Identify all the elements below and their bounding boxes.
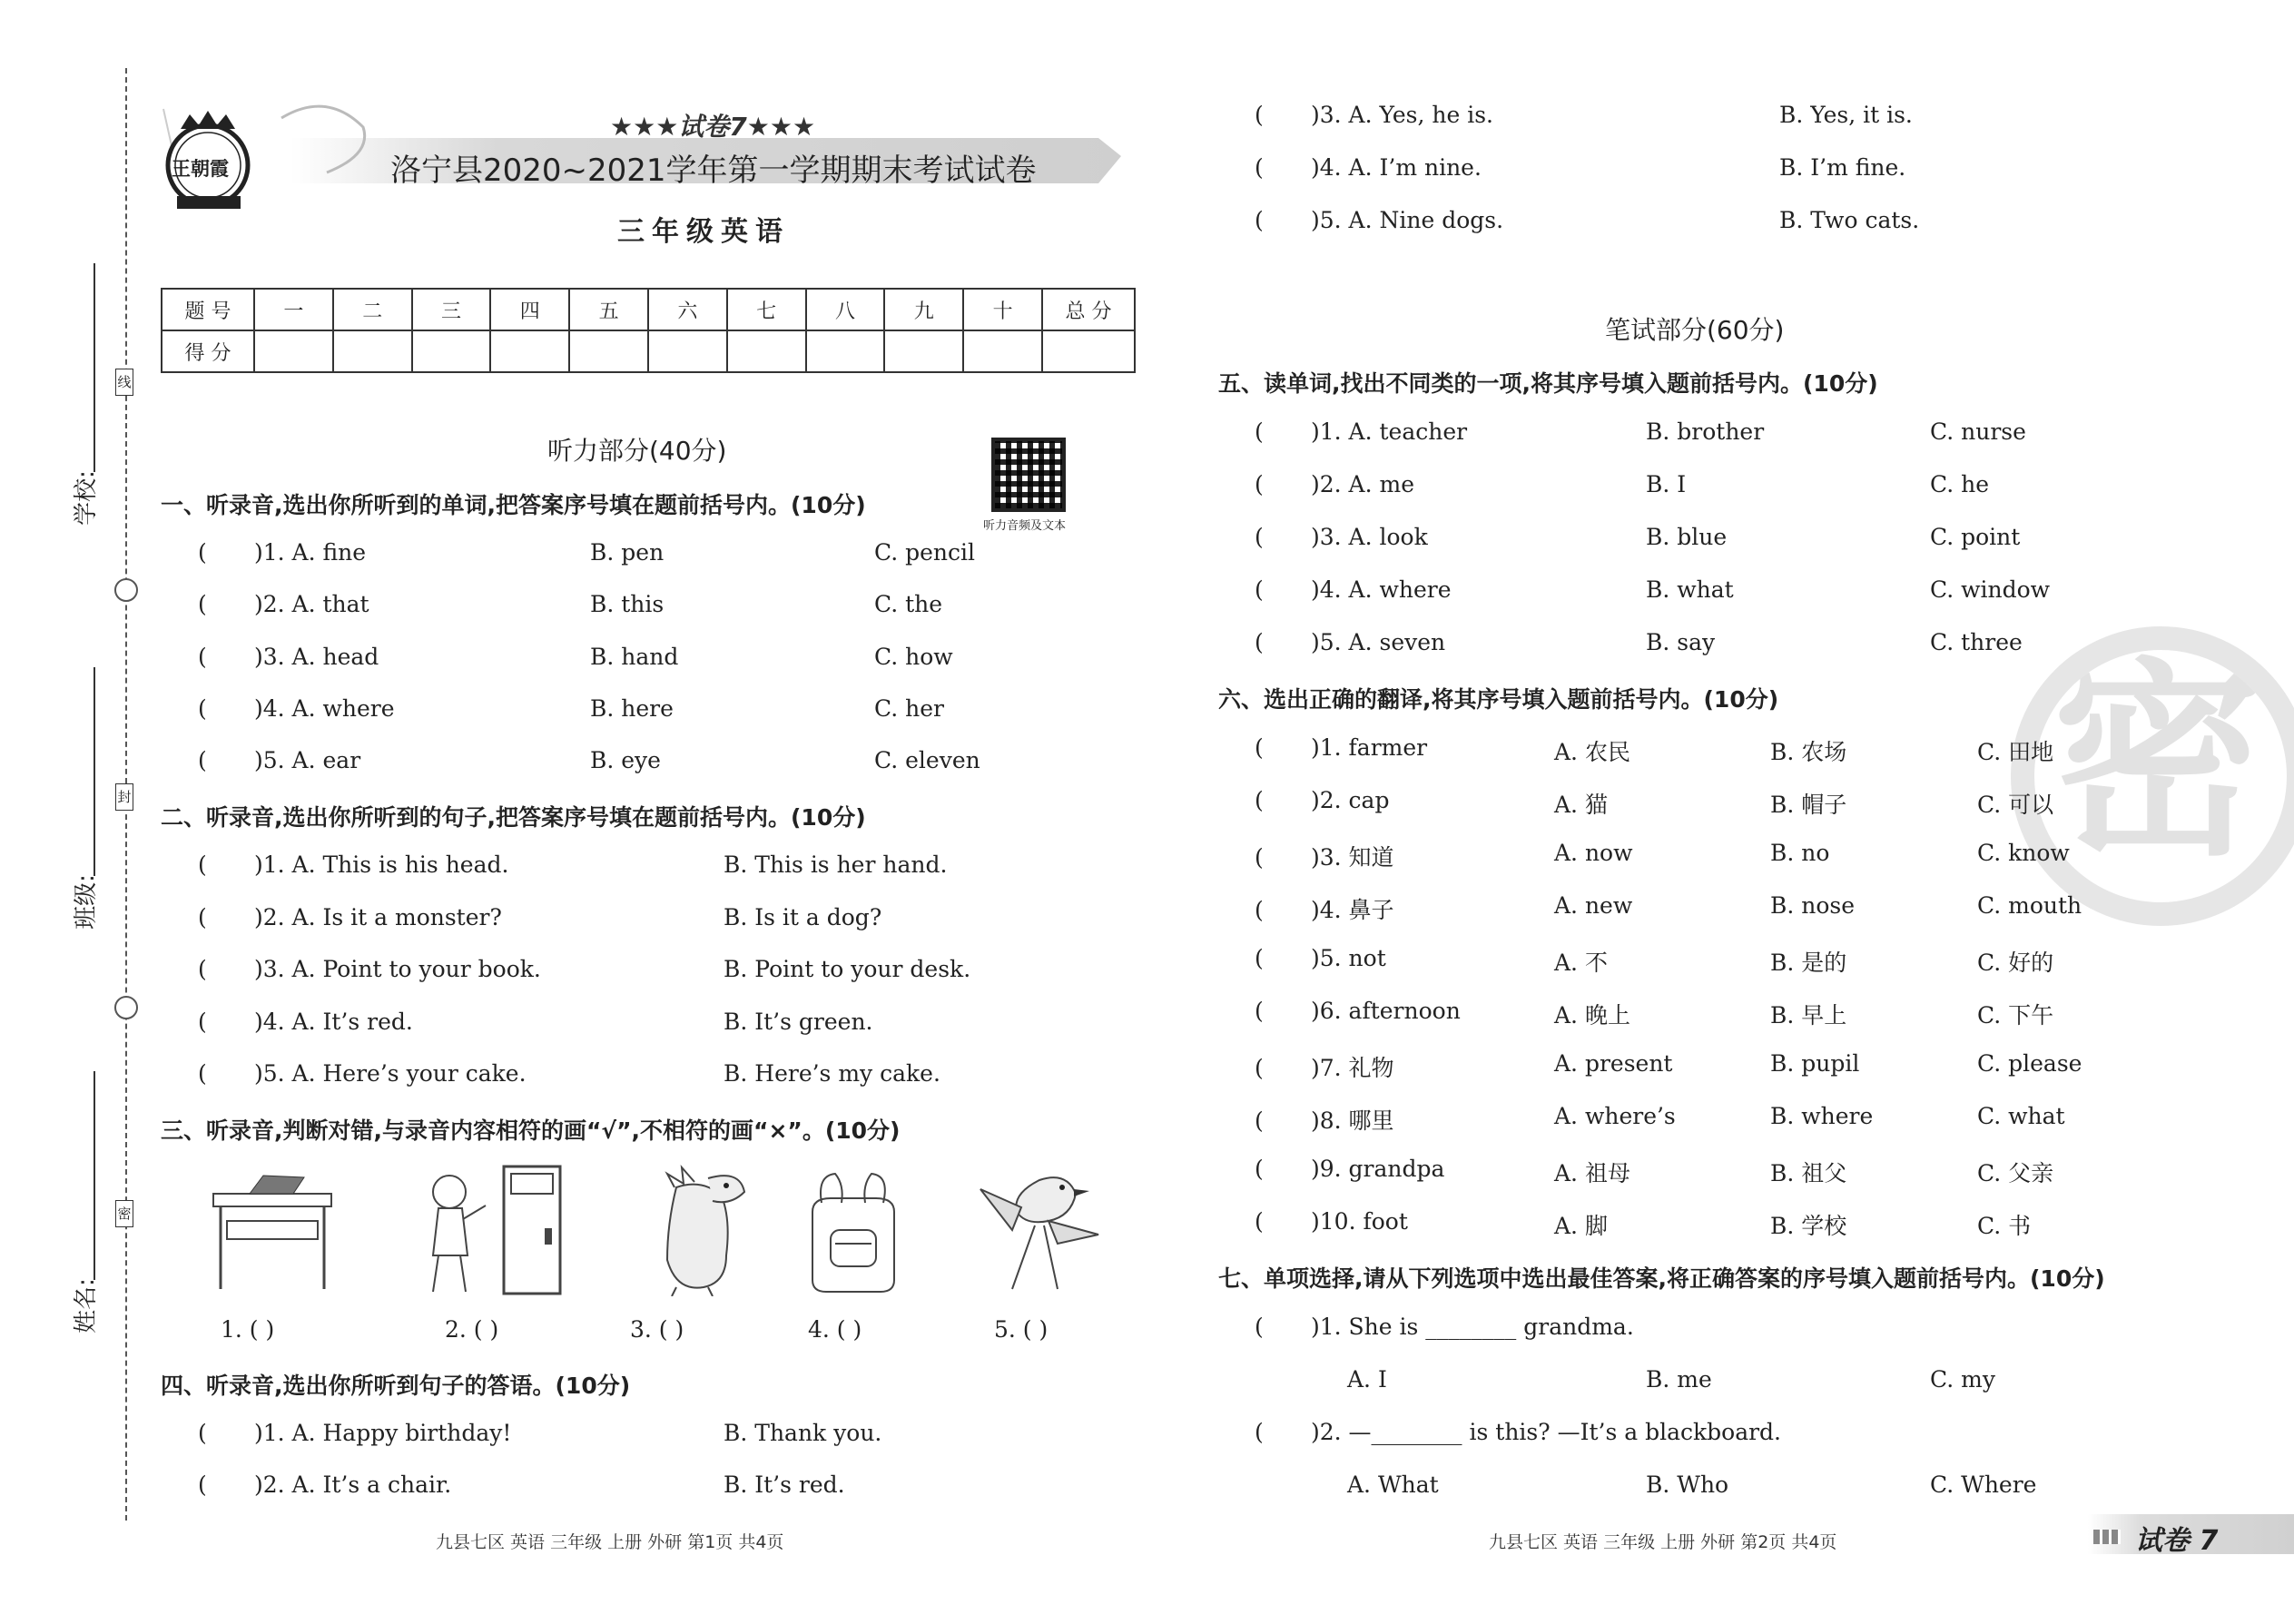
- s7-option-a: A. What: [1347, 1471, 1439, 1498]
- score-table-header: 四: [490, 289, 569, 330]
- s3-answer-1[interactable]: 1. ( ): [221, 1316, 275, 1343]
- s1-option-b: B. eye: [590, 747, 661, 773]
- corner-tag-squares-icon: [2093, 1530, 2121, 1544]
- score-cell[interactable]: [806, 330, 885, 372]
- s6-option-a: A. 猫: [1554, 792, 1608, 818]
- s6-question-5: ( )5. not: [1255, 945, 1386, 971]
- s5-question-5: ( )5. A. seven: [1255, 629, 1446, 655]
- answer-paren[interactable]: (: [198, 747, 207, 773]
- s2-question-4: ( )4. A. It’s red.: [198, 1009, 413, 1035]
- score-table-header: 七: [727, 289, 806, 330]
- class-label: 班级:: [72, 874, 100, 930]
- s6-option-c: C. 好的: [1977, 950, 2054, 976]
- answer-paren[interactable]: (: [198, 904, 207, 930]
- s6-option-a: A. now: [1554, 840, 1633, 866]
- s6-option-b: B. no: [1770, 840, 1830, 866]
- s6-question-9: ( )9. grandpa: [1255, 1156, 1445, 1182]
- score-cell[interactable]: [963, 330, 1042, 372]
- s1-question-5: ( )5. A. ear: [198, 747, 361, 773]
- s6-question-7: ( )7. 礼物: [1255, 1055, 1394, 1081]
- s4-option-b: B. Yes, it is.: [1779, 102, 1913, 128]
- s6-option-c: C. mouth: [1977, 892, 2082, 919]
- school-label: 学校:: [72, 470, 100, 526]
- s7-option-b: B. me: [1646, 1366, 1712, 1393]
- margin-line-mark: 线: [115, 369, 133, 396]
- exam-title: 洛宁县2020~2021学年第一学期期末考试试卷: [390, 153, 1037, 189]
- s6-option-c: C. what: [1977, 1103, 2065, 1129]
- s5-option-c: C. three: [1930, 629, 2023, 655]
- s7-question-1: ( )1. She is ________ grandma.: [1255, 1314, 1634, 1340]
- s2-question-1: ( )1. A. This is his head.: [198, 851, 509, 878]
- s6-question-4: ( )4. 鼻子: [1255, 897, 1394, 923]
- s1-option-c: C. eleven: [874, 747, 980, 773]
- answer-paren[interactable]: (: [1255, 1055, 1264, 1081]
- s1-question-3: ( )3. A. head: [198, 644, 379, 670]
- listening-section-title: 听力部分(40分): [547, 436, 727, 466]
- qr-code-icon[interactable]: [991, 438, 1066, 512]
- answer-paren[interactable]: (: [1255, 471, 1264, 497]
- s1-option-b: B. hand: [590, 644, 679, 670]
- s1-question-1: ( )1. A. fine: [198, 539, 367, 566]
- s2-question-5: ( )5. A. Here’s your cake.: [198, 1060, 527, 1087]
- written-section-title: 笔试部分(60分): [1605, 315, 1785, 345]
- answer-paren[interactable]: (: [198, 1420, 207, 1446]
- s6-option-b: B. 农场: [1770, 739, 1847, 765]
- bird-picture: [976, 1162, 1103, 1294]
- answer-paren[interactable]: (: [198, 1471, 207, 1498]
- s1-option-b: B. this: [590, 591, 665, 617]
- answer-paren[interactable]: (: [1255, 787, 1264, 813]
- answer-paren[interactable]: (: [1255, 629, 1264, 655]
- s6-option-b: B. 祖父: [1770, 1160, 1847, 1186]
- score-cell[interactable]: [648, 330, 727, 372]
- margin-ornament-icon: [114, 996, 138, 1019]
- s6-option-a: A. present: [1554, 1050, 1673, 1077]
- brand-logo: [159, 107, 257, 214]
- s5-option-b: B. I: [1646, 471, 1687, 497]
- s1-option-c: C. her: [874, 695, 944, 722]
- s5-question-2: ( )2. A. me: [1255, 471, 1415, 497]
- answer-paren[interactable]: (: [1255, 524, 1264, 550]
- s6-option-b: B. 学校: [1770, 1213, 1847, 1239]
- s6-option-b: B. 是的: [1770, 950, 1847, 976]
- score-cell[interactable]: [490, 330, 569, 372]
- answer-paren[interactable]: (: [1255, 945, 1264, 971]
- score-table-header: 题 号: [162, 289, 254, 330]
- s6-question-1: ( )1. farmer: [1255, 734, 1428, 761]
- score-table-header: 一: [254, 289, 333, 330]
- s4-option-b: B. I’m fine.: [1779, 154, 1906, 181]
- s7-option-c: C. Where: [1930, 1471, 2037, 1498]
- s6-option-a: A. new: [1554, 892, 1633, 919]
- score-table: [161, 288, 1136, 373]
- class-line: [94, 667, 95, 876]
- secret-watermark-stamp: [2011, 626, 2294, 926]
- s2-question-3: ( )3. A. Point to your book.: [198, 956, 541, 982]
- section-1-title: 一、听录音,选出你所听到的单词,把答案序号填在题前括号内。(10分): [161, 492, 866, 518]
- s6-option-a: A. 祖母: [1554, 1160, 1630, 1186]
- s4-option-b: B. It’s red.: [724, 1471, 845, 1498]
- answer-paren[interactable]: (: [1255, 1314, 1264, 1340]
- s4-question-4: ( )4. A. I’m nine.: [1255, 154, 1482, 181]
- name-line: [94, 1071, 95, 1280]
- s2-question-2: ( )2. A. Is it a monster?: [198, 904, 502, 930]
- answer-paren[interactable]: (: [1255, 576, 1264, 603]
- s6-question-2: ( )2. cap: [1255, 787, 1390, 813]
- score-table-header: 总 分: [1042, 289, 1135, 330]
- s1-option-b: B. here: [590, 695, 674, 722]
- s5-question-1: ( )1. A. teacher: [1255, 418, 1468, 445]
- score-table-header: 九: [884, 289, 963, 330]
- s6-option-c: C. 田地: [1977, 739, 2054, 765]
- s2-option-b: B. This is her hand.: [724, 851, 948, 878]
- score-cell[interactable]: [1042, 330, 1135, 372]
- s4-option-b: B. Thank you.: [724, 1420, 882, 1446]
- s5-option-b: B. brother: [1646, 418, 1765, 445]
- s5-option-b: B. blue: [1646, 524, 1728, 550]
- answer-paren[interactable]: (: [1255, 102, 1264, 128]
- qr-caption: 听力音频及文本: [983, 519, 1067, 533]
- answer-paren[interactable]: (: [1255, 897, 1264, 923]
- answer-paren[interactable]: (: [198, 1009, 207, 1035]
- s1-question-4: ( )4. A. where: [198, 695, 395, 722]
- logo-text: 王朝霞: [172, 158, 229, 180]
- s6-question-10: ( )10. foot: [1255, 1208, 1408, 1235]
- desk-with-book-picture: [204, 1166, 340, 1294]
- s4-question-5: ( )5. A. Nine dogs.: [1255, 207, 1504, 233]
- answer-paren[interactable]: (: [198, 695, 207, 722]
- s7-option-a: A. I: [1347, 1366, 1387, 1393]
- answer-paren[interactable]: (: [198, 539, 207, 566]
- s6-question-3: ( )3. 知道: [1255, 844, 1394, 871]
- s5-option-c: C. window: [1930, 576, 2051, 603]
- answer-paren[interactable]: (: [1255, 844, 1264, 871]
- score-table-header: 五: [569, 289, 648, 330]
- answer-paren[interactable]: (: [198, 1060, 207, 1087]
- s5-option-c: C. he: [1930, 471, 1990, 497]
- answer-paren[interactable]: (: [1255, 1419, 1264, 1445]
- s5-option-c: C. point: [1930, 524, 2021, 550]
- margin-ornament-icon: [114, 578, 138, 602]
- s5-option-b: B. say: [1646, 629, 1716, 655]
- s6-option-a: A. 脚: [1554, 1213, 1608, 1239]
- page-footer-left: 九县七区 英语 三年级 上册 外研 第1页 共4页: [436, 1532, 784, 1552]
- s5-option-c: C. nurse: [1930, 418, 2026, 445]
- s6-option-a: A. where’s: [1554, 1103, 1676, 1129]
- answer-paren[interactable]: (: [1255, 998, 1264, 1024]
- subject-title: 三年级英语: [617, 216, 790, 248]
- score-cell[interactable]: [569, 330, 648, 372]
- s6-question-6: ( )6. afternoon: [1255, 998, 1461, 1024]
- score-table-header: 八: [806, 289, 885, 330]
- s6-option-a: A. 农民: [1554, 739, 1630, 765]
- s6-option-a: A. 晚上: [1554, 1002, 1630, 1029]
- s1-question-2: ( )2. A. that: [198, 591, 369, 617]
- s6-option-b: B. pupil: [1770, 1050, 1860, 1077]
- s7-option-c: C. my: [1930, 1366, 1995, 1393]
- s4-question-2: ( )2. A. It’s a chair.: [198, 1471, 452, 1498]
- margin-seal-mark: 封: [115, 783, 133, 811]
- section-6-title: 六、选出正确的翻译,将其序号填入题前括号内。(10分): [1218, 686, 1779, 713]
- s6-option-c: C. 父亲: [1977, 1160, 2054, 1186]
- s7-option-b: B. Who: [1646, 1471, 1729, 1498]
- score-cell[interactable]: [727, 330, 806, 372]
- s3-answer-5[interactable]: 5. ( ): [994, 1316, 1049, 1343]
- s6-option-c: C. 书: [1977, 1213, 2032, 1239]
- s3-answer-3[interactable]: 3. ( ): [630, 1316, 684, 1343]
- s6-option-c: C. 可以: [1977, 792, 2054, 818]
- score-cell[interactable]: [333, 330, 412, 372]
- s3-answer-2[interactable]: 2. ( ): [445, 1316, 499, 1343]
- boy-and-door-picture: [413, 1165, 567, 1296]
- answer-paren[interactable]: (: [198, 851, 207, 878]
- answer-paren[interactable]: (: [198, 644, 207, 670]
- score-table-header: 三: [412, 289, 491, 330]
- s7-question-2: ( )2. —________ is this? —It’s a blackboard.: [1255, 1419, 1782, 1445]
- s5-option-b: B. what: [1646, 576, 1734, 603]
- monster-picture: [640, 1160, 749, 1296]
- s6-question-8: ( )8. 哪里: [1255, 1107, 1394, 1134]
- answer-paren[interactable]: (: [1255, 1208, 1264, 1235]
- s5-question-3: ( )3. A. look: [1255, 524, 1428, 550]
- s1-option-c: C. pencil: [874, 539, 976, 566]
- answer-paren[interactable]: (: [1255, 154, 1264, 181]
- answer-paren[interactable]: (: [198, 956, 207, 982]
- score-cell[interactable]: [412, 330, 491, 372]
- s1-option-b: B. pen: [590, 539, 665, 566]
- s4-option-b: B. Two cats.: [1779, 207, 1920, 233]
- s6-option-b: B. nose: [1770, 892, 1856, 919]
- answer-paren[interactable]: (: [1255, 734, 1264, 761]
- section-2-title: 二、听录音,选出你所听到的句子,把答案序号填在题前括号内。(10分): [161, 804, 866, 831]
- margin-secret-mark: 密: [115, 1200, 133, 1227]
- s4-question-3: ( )3. A. Yes, he is.: [1255, 102, 1493, 128]
- score-cell[interactable]: [884, 330, 963, 372]
- score-cell[interactable]: [254, 330, 333, 372]
- s1-option-c: C. how: [874, 644, 953, 670]
- section-7-title: 七、单项选择,请从下列选项中选出最佳答案,将正确答案的序号填入题前括号内。(10分): [1218, 1265, 2105, 1292]
- answer-paren[interactable]: (: [198, 591, 207, 617]
- s6-option-c: C. please: [1977, 1050, 2082, 1077]
- score-table-header: 十: [963, 289, 1042, 330]
- answer-paren[interactable]: (: [1255, 1156, 1264, 1182]
- s6-option-b: B. where: [1770, 1103, 1874, 1129]
- backpack-picture: [803, 1166, 903, 1294]
- s2-option-b: B. It’s green.: [724, 1009, 873, 1035]
- s3-answer-4[interactable]: 4. ( ): [808, 1316, 862, 1343]
- s2-option-b: B. Here’s my cake.: [724, 1060, 940, 1087]
- s6-option-b: B. 早上: [1770, 1002, 1847, 1029]
- watermark-text: 密: [2053, 642, 2262, 884]
- s1-option-c: C. the: [874, 591, 943, 617]
- s2-option-b: B. Is it a dog?: [724, 904, 882, 930]
- answer-paren[interactable]: (: [1255, 1107, 1264, 1134]
- answer-paren[interactable]: (: [1255, 207, 1264, 233]
- s6-option-c: C. 下午: [1977, 1002, 2054, 1029]
- s6-option-a: A. 不: [1554, 950, 1608, 976]
- score-row-label: 得 分: [162, 330, 254, 372]
- s6-option-b: B. 帽子: [1770, 792, 1847, 818]
- section-5-title: 五、读单词,找出不同类的一项,将其序号填入题前括号内。(10分): [1218, 370, 1878, 397]
- name-label: 姓名:: [72, 1278, 100, 1334]
- s6-option-c: C. know: [1977, 840, 2070, 866]
- school-line: [94, 263, 95, 472]
- score-table-header: 六: [648, 289, 727, 330]
- page-footer-right: 九县七区 英语 三年级 上册 外研 第2页 共4页: [1489, 1532, 1837, 1552]
- section-4-title: 四、听录音,选出你所听到句子的答语。(10分): [161, 1373, 631, 1399]
- s4-question-1: ( )1. A. Happy birthday!: [198, 1420, 512, 1446]
- section-3-title: 三、听录音,判断对错,与录音内容相符的画“√”,不相符的画“×”。(10分): [161, 1117, 901, 1144]
- s5-question-4: ( )4. A. where: [1255, 576, 1452, 603]
- score-table-header: 二: [333, 289, 412, 330]
- paper-number: ★★★试卷7★★★: [610, 112, 816, 142]
- answer-paren[interactable]: (: [1255, 418, 1264, 445]
- corner-tag: 试卷 7: [2135, 1525, 2219, 1557]
- s2-option-b: B. Point to your desk.: [724, 956, 971, 982]
